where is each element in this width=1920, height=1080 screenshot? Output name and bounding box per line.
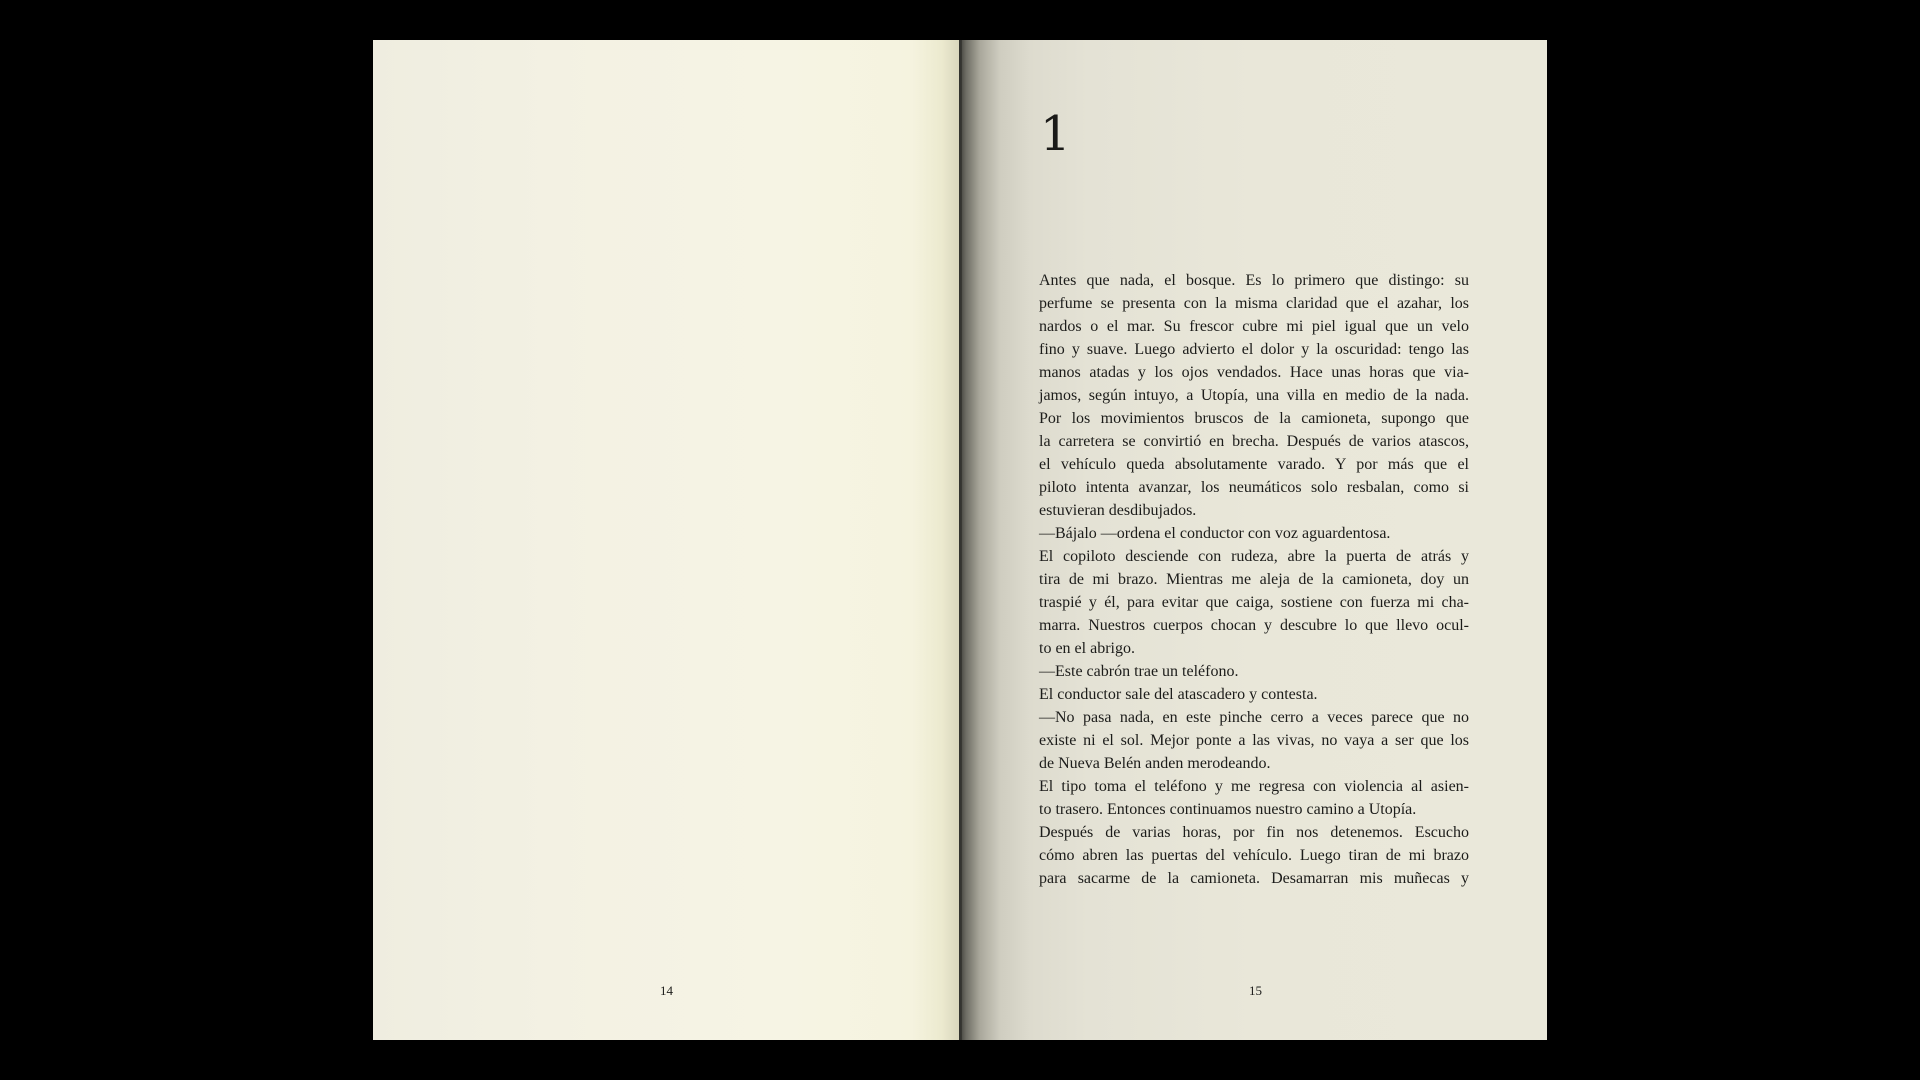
chapter-body-text xyxy=(1039,269,1469,890)
text-line: Después de varias horas, por fin nos detenemos. Escucho xyxy=(1039,824,1469,841)
chapter-number: 1 xyxy=(1040,106,1071,162)
text-line: cómo abren las puertas del vehículo. Luego tiran de mi brazo xyxy=(1039,847,1469,864)
text-line: to trasero. Entonces continuamos nuestro camino a Utopía. xyxy=(1039,801,1417,818)
text-line: El copiloto desciende con rudeza, abre la puerta de atrás y xyxy=(1039,548,1469,565)
text-line: estuvieran desdibujados. xyxy=(1039,502,1197,519)
text-line: nardos o el mar. Su frescor cubre mi piel igual que un velo xyxy=(1039,318,1469,335)
text-line: —Este cabrón trae un teléfono. xyxy=(1039,663,1239,680)
text-line: Por los movimientos bruscos de la camioneta, supongo que xyxy=(1039,410,1469,427)
text-line: —Bájalo —ordena el conductor con voz aguardentosa. xyxy=(1039,525,1391,542)
text-line: el vehículo queda absolutamente varado. Y por más que el xyxy=(1039,456,1469,473)
paragraph xyxy=(1039,683,1469,706)
text-line: traspié y él, para evitar que caiga, sostiene con fuerza mi cha- xyxy=(1039,594,1469,611)
text-line: la carretera se convirtió en brecha. Después de varios atascos, xyxy=(1039,433,1469,450)
paragraph xyxy=(1039,821,1469,890)
text-line: El tipo toma el teléfono y me regresa con violencia al asien- xyxy=(1039,778,1469,795)
text-line: —No pasa nada, en este pinche cerro a veces parece que no xyxy=(1039,709,1469,726)
text-line: El conductor sale del atascadero y contesta. xyxy=(1039,686,1318,703)
paragraph xyxy=(1039,522,1469,545)
paragraph xyxy=(1039,660,1469,683)
text-line: perfume se presenta con la misma claridad que el azahar, los xyxy=(1039,295,1469,312)
right-page xyxy=(959,40,1547,1040)
paragraph xyxy=(1039,775,1469,821)
paragraph xyxy=(1039,545,1469,660)
text-line: to en el abrigo. xyxy=(1039,640,1135,657)
text-line: Antes que nada, el bosque. Es lo primero que distingo: su xyxy=(1039,272,1469,289)
text-line: de Nueva Belén anden merodeando. xyxy=(1039,755,1271,772)
text-line: para sacarme de la camioneta. Desamarran mis muñecas y xyxy=(1039,870,1469,887)
text-line: fino y suave. Luego advierto el dolor y la oscuridad: tengo las xyxy=(1039,341,1469,358)
left-page xyxy=(373,40,959,1040)
page-number-right: 15 xyxy=(1249,983,1262,998)
paragraph xyxy=(1039,706,1469,775)
text-line: marra. Nuestros cuerpos chocan y descubre lo que llevo ocul- xyxy=(1039,617,1469,634)
text-line: manos atadas y los ojos vendados. Hace unas horas que via- xyxy=(1039,364,1469,381)
book-spread xyxy=(373,40,1547,1040)
book-gutter xyxy=(959,40,962,1040)
text-line: jamos, según intuyo, a Utopía, una villa en medio de la nada. xyxy=(1039,387,1469,404)
page-number-left: 14 xyxy=(660,983,673,998)
text-line: tira de mi brazo. Mientras me aleja de la camioneta, doy un xyxy=(1039,571,1469,588)
paragraph xyxy=(1039,269,1469,522)
text-line: existe ni el sol. Mejor ponte a las vivas, no vaya a ser que los xyxy=(1039,732,1469,749)
text-line: piloto intenta avanzar, los neumáticos solo resbalan, como si xyxy=(1039,479,1469,496)
